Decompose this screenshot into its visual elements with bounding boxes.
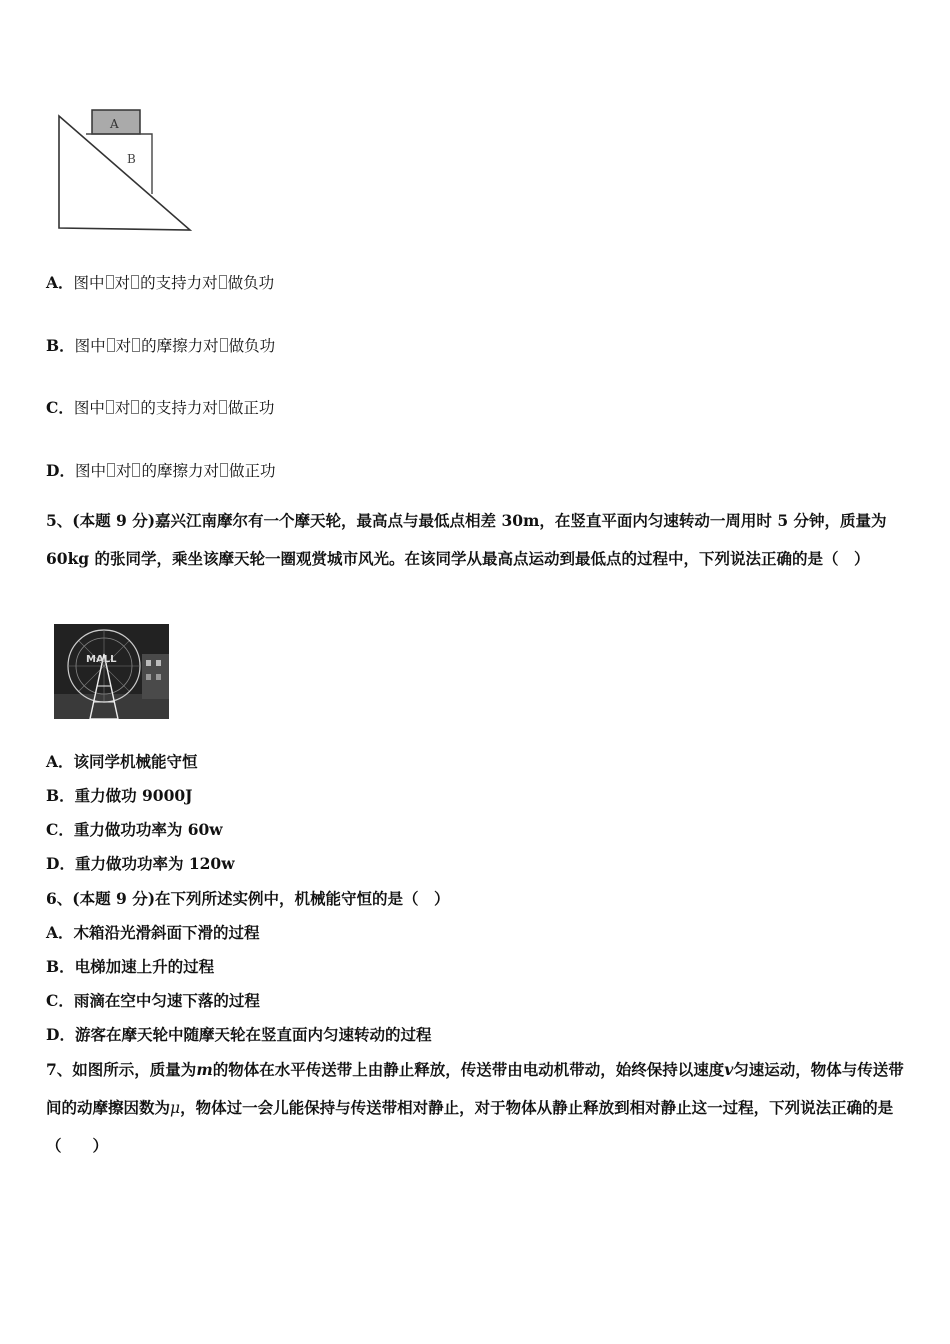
missing-glyph-icon bbox=[131, 400, 139, 414]
missing-glyph-icon bbox=[107, 463, 115, 477]
q6-option-c[interactable]: C．雨滴在空中匀速下落的过程 bbox=[46, 991, 260, 1010]
mall-sign: MALL bbox=[86, 654, 117, 665]
missing-glyph-icon bbox=[132, 338, 140, 352]
missing-glyph-icon bbox=[131, 275, 139, 289]
missing-glyph-icon bbox=[132, 463, 140, 477]
figure-blocks-ab bbox=[52, 108, 194, 236]
q5-option-b[interactable]: B．重力做功 9000J bbox=[46, 786, 193, 805]
q6-option-b[interactable]: B．电梯加速上升的过程 bbox=[46, 957, 215, 976]
q6-stem: 6、(本题 9 分)在下列所述实例中，机械能守恒的是（ ） bbox=[46, 889, 450, 908]
missing-glyph-icon bbox=[219, 275, 227, 289]
ferris-wheel-photo bbox=[54, 624, 169, 719]
q5-stem: 5、(本题 9 分)嘉兴江南摩尔有一个摩天轮，最高点与最低点相差 30m，在竖直平面内匀速转动一周用时 5 分钟，质量为 60kg 的张同学，乘坐该摩天轮一圈观赏城市风光。在该同学从最高点运动到最低点的过程中，下列说法正确的是（ ） bbox=[46, 511, 887, 568]
block-b bbox=[86, 134, 152, 194]
q6-option-d[interactable]: D．游客在摩天轮中随摩天轮在竖直面内匀速转动的过程 bbox=[46, 1025, 432, 1044]
missing-glyph-icon bbox=[220, 338, 228, 352]
missing-glyph-icon bbox=[219, 400, 227, 414]
q7-stem: 7、如图所示，质量为m的物体在水平传送带上由静止释放，传送带由电动机带动，始终保持以速度v匀速运动，物体与传送带间的动摩擦因数为μ，物体过一会儿能保持与传送带相对静止，对于物体从静止释放到相对静止这一过程，下列说法正确的是（ ） bbox=[46, 1060, 904, 1155]
q4-option-b[interactable]: B．图中 对 的摩擦力对 做负功 bbox=[46, 336, 276, 355]
missing-glyph-icon bbox=[220, 463, 228, 477]
q6-option-a[interactable]: A．木箱沿光滑斜面下滑的过程 bbox=[46, 923, 260, 942]
q4-option-c[interactable]: C．图中 对 的支持力对 做正功 bbox=[46, 398, 275, 417]
q5-option-d[interactable]: D．重力做功功率为 120w bbox=[46, 854, 235, 873]
q4-option-d[interactable]: D．图中 对 的摩擦力对 做正功 bbox=[46, 461, 276, 480]
ferris-wheel-illustration bbox=[54, 624, 169, 719]
q5-option-c[interactable]: C．重力做功功率为 60w bbox=[46, 820, 223, 839]
missing-glyph-icon bbox=[106, 275, 114, 289]
block-b-label: B bbox=[127, 152, 136, 166]
q4-option-a[interactable]: A．图中 对 的支持力对 做负功 bbox=[46, 273, 275, 292]
missing-glyph-icon bbox=[106, 400, 114, 414]
q5-option-a[interactable]: A．该同学机械能守恒 bbox=[46, 752, 198, 771]
missing-glyph-icon bbox=[107, 338, 115, 352]
block-a-label: A bbox=[110, 117, 119, 131]
